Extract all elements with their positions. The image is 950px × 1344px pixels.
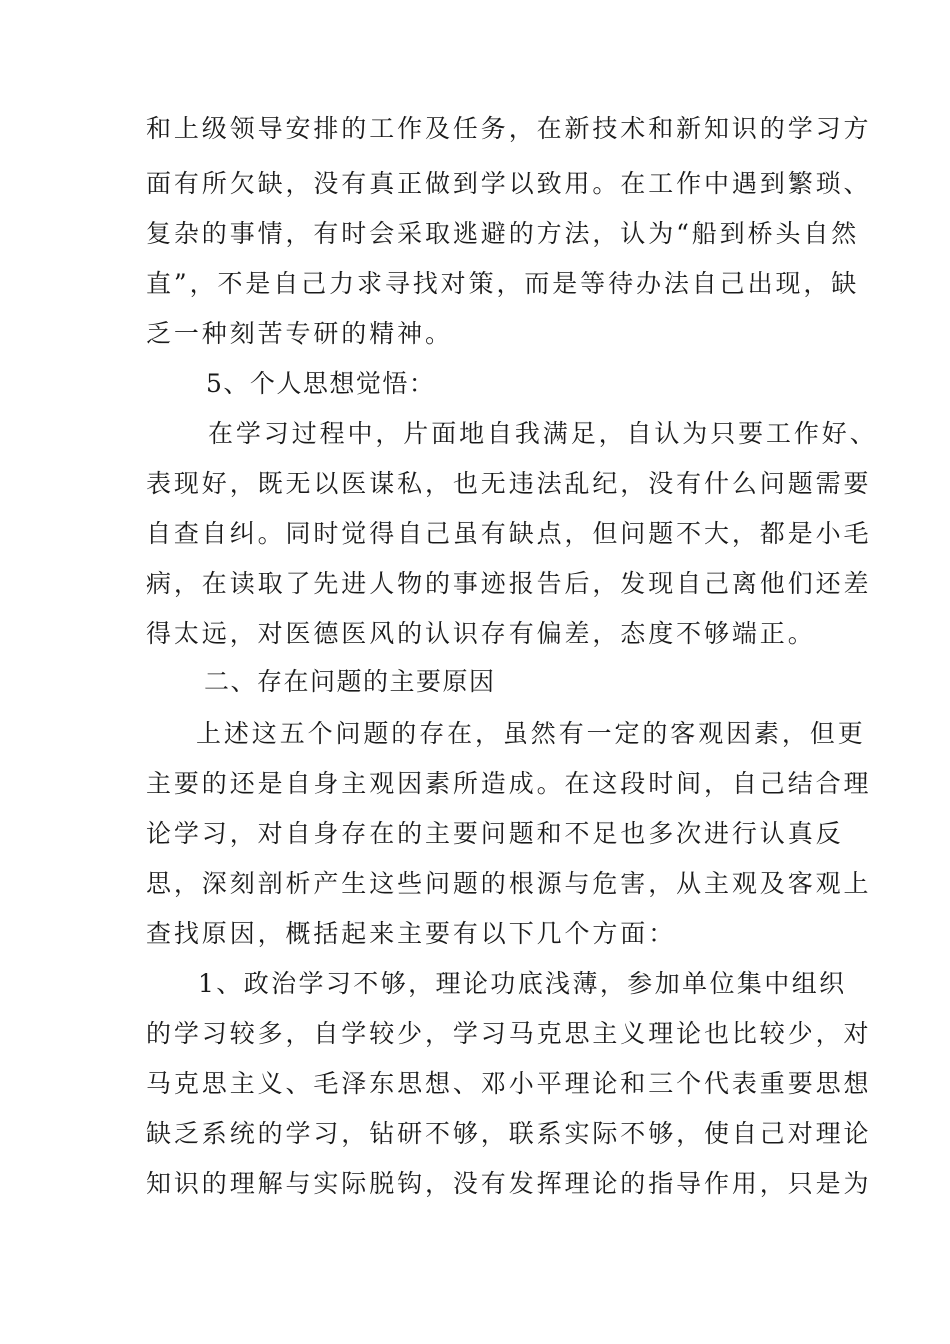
- text-line: 知识的理解与实际脱钩，没有发挥理论的指导作用，只是为: [146, 1169, 872, 1198]
- text-line: 在学习过程中，片面地自我满足，自认为只要工作好、: [208, 419, 878, 448]
- text-line: 缺乏系统的学习，钻研不够，联系实际不够，使自己对理论: [146, 1119, 872, 1148]
- text-line: 的学习较多，自学较少，学习马克思主义理论也比较少，对: [146, 1019, 872, 1048]
- text-line: 面有所欠缺，没有真正做到学以致用。在工作中遇到繁琐、: [146, 169, 872, 198]
- text-line: 复杂的事情，有时会采取逃避的方法，认为“船到桥头自然: [146, 219, 860, 248]
- text-line: 查找原因，概括起来主要有以下几个方面：: [146, 919, 677, 948]
- text-line: 马克思主义、毛泽东思想、邓小平理论和三个代表重要思想: [146, 1069, 872, 1098]
- text-line: 上述这五个问题的存在，虽然有一定的客观因素，但更: [196, 719, 866, 748]
- text-line: 得太远，对医德医风的认识存有偏差，态度不够端正。: [146, 619, 816, 648]
- section-heading: 二、存在问题的主要原因: [204, 667, 496, 696]
- text-line: 思，深刻剖析产生这些问题的根源与危害，从主观及客观上: [146, 869, 872, 898]
- text-line: 论学习，对自身存在的主要问题和不足也多次进行认真反: [146, 819, 844, 848]
- text-line: 直”，不是自己力求寻找对策，而是等待办法自己出现，缺: [146, 269, 860, 298]
- section-heading: 5、个人思想觉悟：: [206, 369, 436, 398]
- text-line: 病，在读取了先进人物的事迹报告后，发现自己离他们还差: [146, 569, 872, 598]
- text-line: 1、政治学习不够，理论功底浅薄，参加单位集中组织: [198, 969, 847, 998]
- text-line: 乏一种刻苦专研的精神。: [146, 319, 453, 348]
- text-line: 主要的还是自身主观因素所造成。在这段时间，自己结合理: [146, 769, 872, 798]
- text-line: 自查自纠。同时觉得自己虽有缺点，但问题不大，都是小毛: [146, 519, 872, 548]
- text-line: 表现好，既无以医谋私，也无违法乱纪，没有什么问题需要: [146, 469, 872, 498]
- text-line: 和上级领导安排的工作及任务，在新技术和新知识的学习方: [146, 114, 872, 143]
